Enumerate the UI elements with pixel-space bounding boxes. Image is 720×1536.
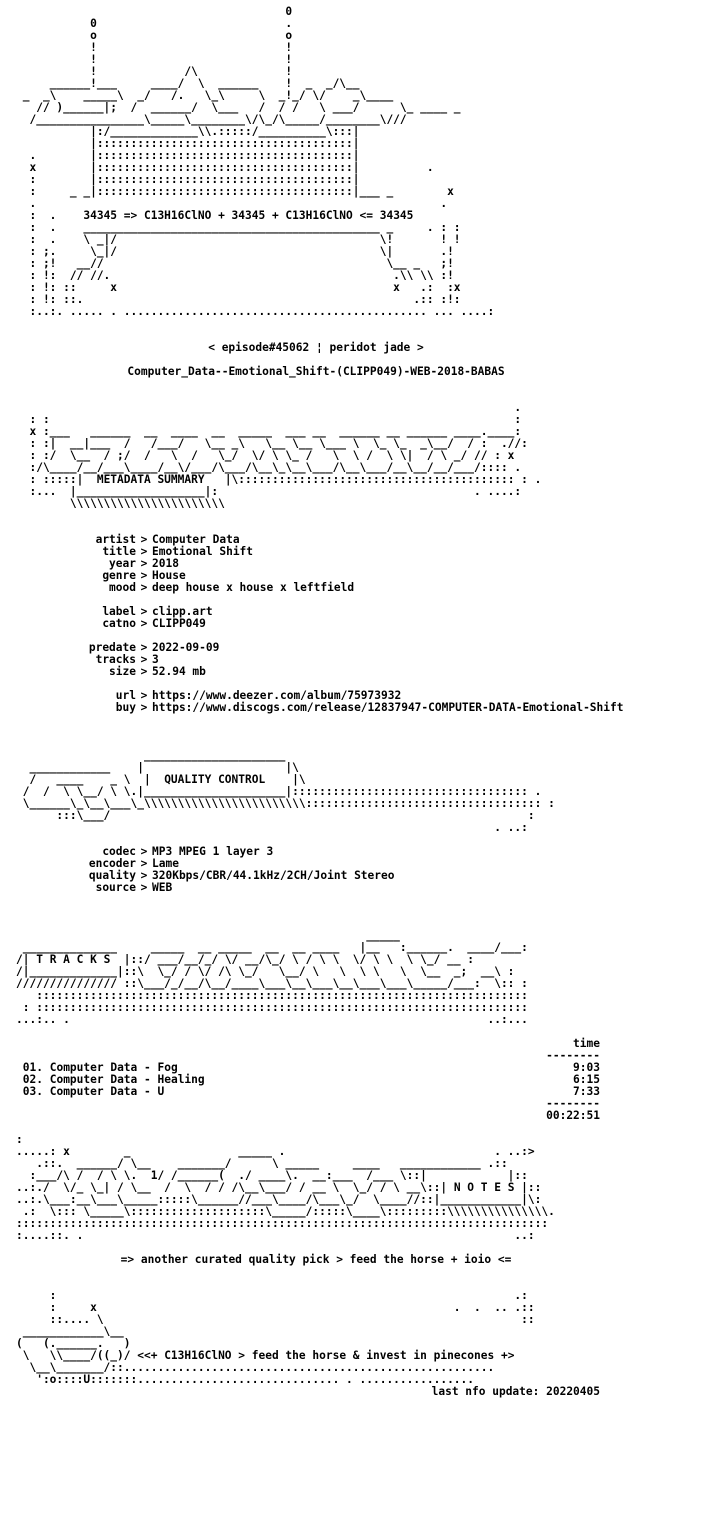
metadata-row: buy > https://www.discogs.com/release/12837947-COMPUTER-DATA-Emotional-Shift: [115, 701, 624, 714]
ascii-art-quality: _____________________ ____________ | |\: [29, 749, 299, 774]
footer-tagline: <<+ C13H16ClNO > feed the horse & invest in pinecones +>: [137, 1349, 515, 1362]
discogs-link[interactable]: https://www.discogs.com/release/12837947-COMPUTER-DATA-Emotional-Shift: [152, 701, 624, 714]
notes-title: N O T E S: [453, 1181, 515, 1194]
ascii-art-footer: : .: : x . . .. .:: ::.... \ :: ____________\__ ( (.______. ): [16, 1289, 535, 1350]
tracks-title: T R A C K S: [36, 953, 111, 966]
quality-list: [16, 846, 716, 894]
total-rule: --------: [546, 1097, 600, 1110]
metadata-row: catno > CLIPP049: [102, 617, 206, 630]
ascii-art-quality-bottom: / / \ \__/ \ \.|_____________________|::::::::::::::::::::::::::::::::::: . \______\_\__\___\_\\\\\\\\\\\\\\\\\\\\\\\\::::::::::::::::::::::::::::::::::: : :::\___/ : . ..:: [22, 785, 555, 834]
track-number: 03.: [22, 1085, 43, 1098]
quality-row: source > WEB: [95, 881, 173, 894]
nfo-document: [16, 6, 716, 1398]
quality-title-line: / ____ _ \ | QUALITY CONTROL |\: [16, 773, 542, 786]
metadata-row: predate > 2022-09-09: [88, 641, 220, 654]
track-number: 01.: [22, 1061, 43, 1074]
metadata-row: url > https://www.deezer.com/album/75973932: [115, 689, 402, 702]
track-name: Computer Data - Healing: [49, 1073, 205, 1086]
track-time: 7:33: [573, 1085, 600, 1098]
quality-row: encoder > Lame: [88, 857, 179, 870]
track-name: Computer Data - U: [49, 1085, 165, 1098]
tracks-header: [16, 1038, 600, 1050]
total-time: 00:22:51: [546, 1109, 600, 1122]
ascii-art-notes: : .....: x _ _____ . . ..:> .::. ______/ \__ _______/ \ _____ ____ ____________ .:: :___/\ / / \ \. 1/ /______( ./ ____\. __:___ /___ \::| |::: [16, 1133, 535, 1182]
ascii-art-notes-bottom: ..:.\___:__\___\_____:::::\______//___\____/\___\_/ \____//::|____________|\: .: \::: \_____\::::::::::::::::::::\_____/:::::\____\:::::::::\\\\\\\\\\\\\\\. ::::::::::::::::::::::::::::::::::::::::::::::::::::::::::::::::::::::::::::::: :....::. . ..:: [16, 1193, 555, 1242]
metadata-row: genre > House: [102, 569, 186, 582]
release-name: Computer_Data--Emotional_Shift-(CLIPP049)-WEB-2018-BABAS: [127, 365, 505, 378]
ascii-art-header: 0 0 . o o ! ! ! ! ! /\ ! ______!___ ____/ \ ______ ! _ _/\__ _ _\ _____\ _/ /. \_\ \ _!_/ \/ _\____ // )______|; / ______/ \___ / / / \ ___/ \_ ____ _ /________________\_____\________\/\_/\_____/________\/// |:/_____________\\.:::::/__________\:::| |::::::::::::::::::::::::::::::::::::::| . |::::::::::::::::::::::::::::::::::::::| x |::::::::::::::::::::::::::::::::::::::| . : |::::::::::::::::::::::::::::::::::::::| : _ _|::::::::::::::::::::::::::::::::::::::|___ _ x . .: [22, 5, 461, 210]
footer-tagline-line: \ \\____/((_)/ <<+ C13H16ClNO > feed the horse & invest in pinecones +>: [16, 1349, 515, 1362]
quality-title: QUALITY CONTROL: [164, 773, 266, 786]
tracks-title-line: /| T R A C K S |::/ ___/__/_/ \/ __/\_/ \ / \ \ \/ \ \ \ \_/ __ :: [16, 953, 475, 966]
quality-row: codec > MP3 MPEG 1 layer 3: [102, 845, 274, 858]
track-time: 6:15: [573, 1073, 600, 1086]
ascii-art-tracks-bottom: /|_____________|::\ \_/ / \/ /\ \_/ \__/ \ \ \ \ \ \__ _; __\ : /////////////// ::\___/_/__/\__/____\___\__\___\__\___\___\_____/___: \:: : ::::::::::::::::::::::::::::::::::::::::::::::::::::::::::::::::::::::::: : ::::::::::::::::::::::::::::::::::::::::::::::::::::::::::::::::::::::::: ...:.. . ..:...: [16, 965, 528, 1026]
time-header: time: [573, 1037, 600, 1050]
ascii-art-footer-bottom: \__\_______/::....................................................... ':o::::U:::::::.............................. . .................: [29, 1361, 495, 1386]
metadata-title: METADATA SUMMARY: [96, 473, 205, 486]
formula-text: 34345 => C13H16ClNO + 34345 + C13H16ClNO <= 34345: [83, 209, 414, 222]
last-update: last nfo update: 20220405: [431, 1385, 600, 1398]
episode-line: < episode#45062 ¦ peridot jade >: [208, 341, 424, 354]
metadata-row: year > 2018: [109, 557, 179, 570]
metadata-row: size > 52.94 mb: [109, 665, 206, 678]
deezer-link[interactable]: https://www.deezer.com/album/75973932: [152, 689, 402, 702]
metadata-row: tracks > 3: [95, 653, 159, 666]
notes-text: => another curated quality pick > feed the horse + ioio <=: [120, 1253, 512, 1266]
metadata-row: title > Emotional Shift: [102, 545, 254, 558]
formula-line: : . 34345 => C13H16ClNO + 34345 + C13H16ClNO <= 34345: [16, 209, 414, 222]
metadata-row: artist > Computer Data: [95, 533, 240, 546]
metadata-row: mood > deep house x house x leftfield: [109, 581, 355, 594]
ascii-art-metadata: . : : : x :___ ______ __ ____ __ _____ ___ __ ______ __ ______ ____.____: : :| __|___ / /___/ \__ _\ \__ \__ \___ \ \_ \_ _\__/ / : .//: : :/ \__ / ;/ / \ / \_/ \/ \ \_ / \ \ / \ \| / \ _/ // : x :/\____/__/___\____/__\/___/\___/\__\_\__\___/\__\___/__\__/__/___/:::: .: [29, 401, 528, 474]
metadata-title-line: : :::::| METADATA SUMMARY |\::::::::::::::::::::::::::::::::::::::::: : .: [16, 473, 542, 486]
tracks-table: [16, 1038, 600, 1122]
track-name: Computer Data - Fog: [49, 1061, 178, 1074]
time-rule: --------: [546, 1049, 600, 1062]
ascii-art-metadata-bottom: :... |___________________|: . ....: \\\\\\\\\\\\\\\\\\\\\\\: [29, 485, 522, 510]
tracks-total-row: [16, 1110, 600, 1122]
ascii-art-header-bottom: : . ____________________________________________ _ . : : : . \ _|/ \! ! ! : ;. \_|/ \| .! : ;! __// \__ _ ;! : !: // //. .\\ \\ :! : !: :: x x .: :x : !: ::. .:: :!: :..:. ..... . ............................................. ... ....:: [29, 221, 495, 318]
metadata-list: [16, 534, 716, 714]
ascii-art-tracks: _____ ______________ _____ __ _____ __ __ ____ |__ :______. ____/___:: [22, 929, 528, 954]
track-number: 02.: [22, 1073, 43, 1086]
quality-row: quality > 320Kbps/CBR/44.1kHz/2CH/Joint Stereo: [88, 869, 395, 882]
track-row: [16, 1086, 600, 1098]
track-time: 9:03: [573, 1061, 600, 1074]
metadata-row: label > clipp.art: [102, 605, 213, 618]
notes-title-line: ..:./ \/_ \_| / \__ / \ / / /\__\___/ / __ \ \_/ / \ __\::| N O T E S |::: [16, 1181, 542, 1194]
